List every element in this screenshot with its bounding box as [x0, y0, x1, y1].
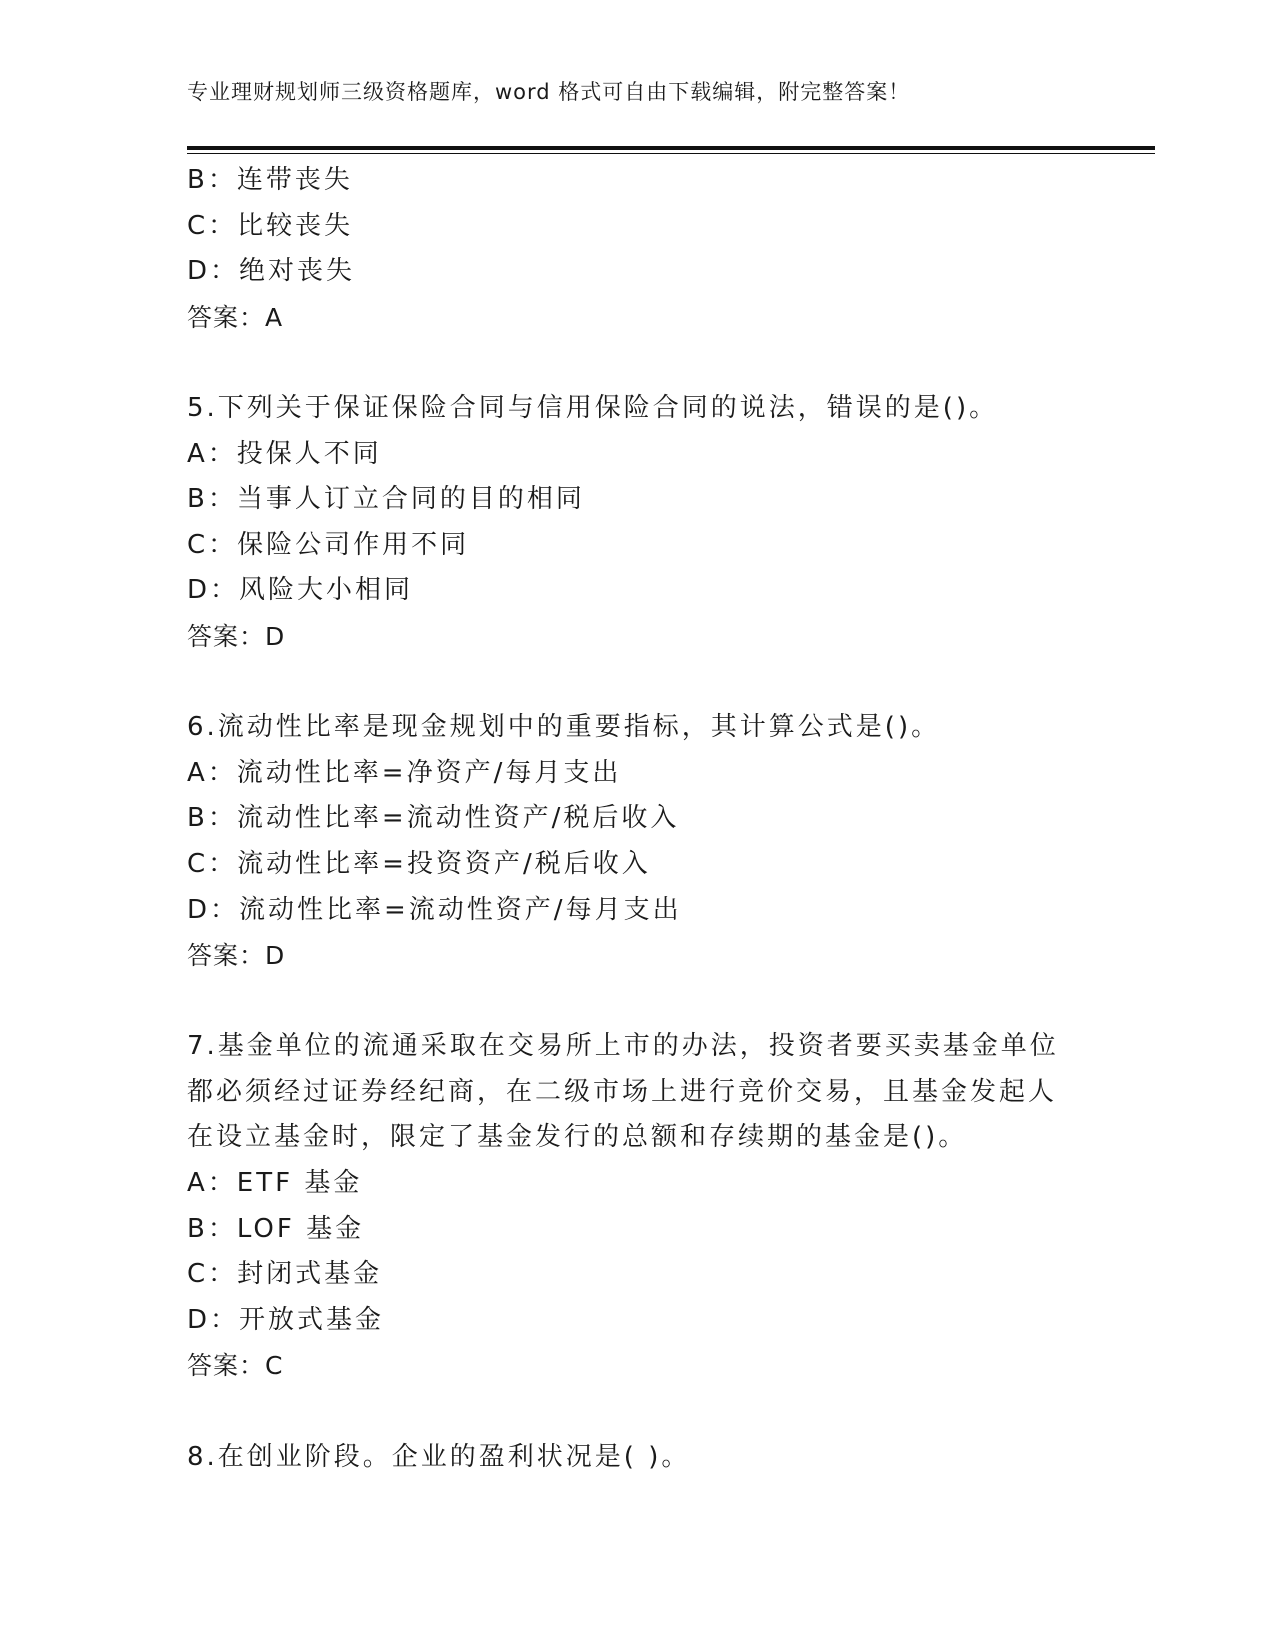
option-c: C：比较丧失: [187, 210, 354, 241]
option-a: A：流动性比率=净资产/每月支出: [187, 757, 622, 788]
option-a: A：投保人不同: [187, 438, 382, 469]
question-stem: 8.在创业阶段。企业的盈利状况是( )。: [187, 1441, 691, 1472]
answer: 答案：D: [187, 941, 286, 971]
option-b: B：连带丧失: [187, 165, 353, 195]
question-stem-line: 7.基金单位的流通采取在交易所上市的办法，投资者要买卖基金单位: [187, 1031, 1059, 1062]
option-d: D：绝对丧失: [187, 256, 356, 287]
option-d: D：流动性比率=流动性资产/每月支出: [187, 894, 682, 925]
option-c: C：流动性比率=投资资产/税后收入: [187, 848, 651, 879]
spacer: [187, 660, 1087, 706]
question-5: [187, 386, 1087, 660]
question-4-tail: [187, 158, 1087, 340]
option-b: B：LOF 基金: [187, 1213, 365, 1244]
question-stem-line: 在设立基金时，限定了基金发行的总额和存续期的基金是()。: [187, 1122, 968, 1153]
question-stem: 6.流动性比率是现金规划中的重要指标，其计算公式是()。: [187, 712, 941, 743]
header-rule-thick: [187, 146, 1155, 150]
answer: 答案：D: [187, 621, 286, 651]
option-b: B：当事人订立合同的目的相同: [187, 484, 585, 515]
question-stem-line: 都必须经过证券经纪商，在二级市场上进行竞价交易，且基金发起人: [187, 1076, 1058, 1107]
question-7: [187, 1024, 1087, 1389]
question-stem: 5.下列关于保证保险合同与信用保险合同的说法，错误的是()。: [187, 392, 999, 423]
option-d: D：开放式基金: [187, 1304, 385, 1335]
question-8: [187, 1435, 1087, 1481]
question-content: [187, 158, 1087, 1480]
option-c: C：保险公司作用不同: [187, 529, 470, 560]
answer: 答案：A: [187, 302, 284, 332]
option-d: D：风险大小相同: [187, 575, 414, 606]
header-rule-thin: [187, 153, 1155, 154]
page-header: 专业理财规划师三级资格题库，word 格式可自由下载编辑，附完整答案！: [187, 80, 911, 104]
option-a: A：ETF 基金: [187, 1168, 363, 1199]
option-c: C：封闭式基金: [187, 1259, 383, 1290]
spacer: [187, 340, 1087, 386]
spacer: [187, 1389, 1087, 1435]
option-b: B：流动性比率=流动性资产/税后收入: [187, 803, 680, 834]
question-6: [187, 705, 1087, 979]
answer: 答案：C: [187, 1351, 284, 1381]
spacer: [187, 979, 1087, 1025]
